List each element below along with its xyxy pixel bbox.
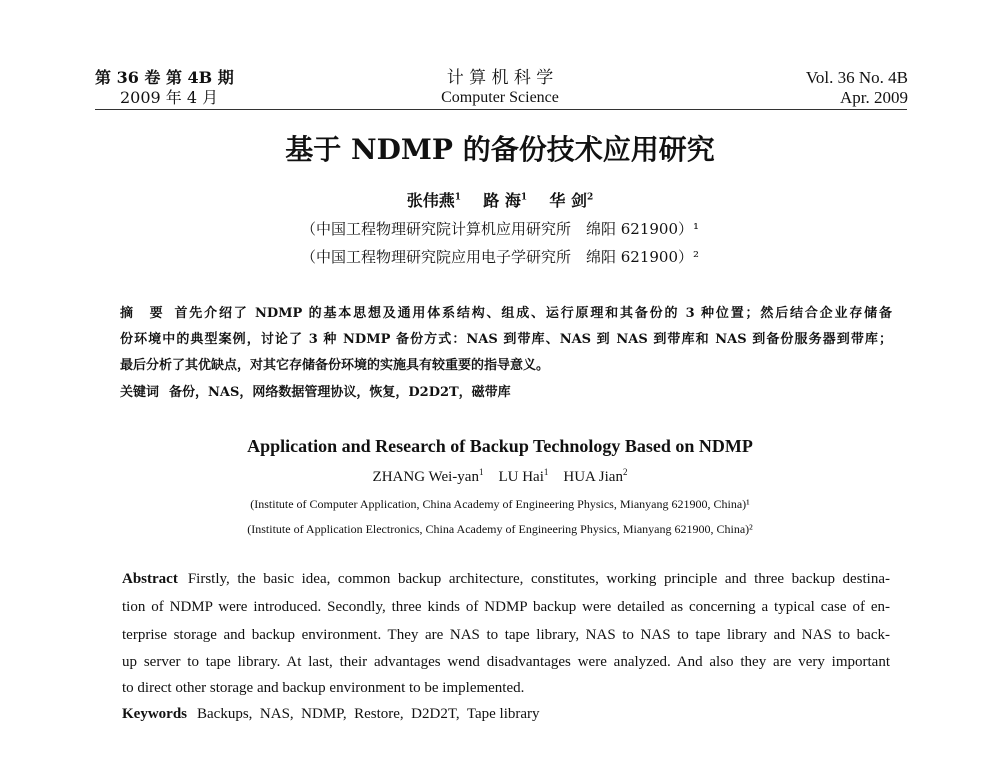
author-sup: 1: [543, 467, 549, 477]
abstract-en-line: terprise storage and backup environment. They are NAS to tape library, NAS to NAS to tape library and NAS to back-: [122, 627, 890, 643]
keywords-zh: [120, 381, 892, 400]
author: 张伟燕: [406, 191, 455, 210]
author: HUA Jian: [563, 469, 623, 485]
abstract-en-line: up server to tape library. At last, their advantages wend disadvantages were analyzed. And also they are very important: [122, 654, 890, 670]
title-en: Application and Research of Backup Technology Based on NDMP: [247, 436, 753, 456]
abstract-zh-text: 首先介绍了 NDMP 的基本思想及通用体系结构、组成、运行原理和其备份的 3 种位置；然后结合企业存储备: [174, 306, 892, 321]
author-sup: 1: [478, 467, 484, 477]
affiliation-zh: （中国工程物理研究院应用电子学研究所 绵阳 621900）²: [300, 248, 700, 266]
abstract-zh-line: [120, 302, 892, 321]
header-rule: [95, 109, 907, 110]
authors-en: [0, 467, 1000, 486]
abstract-en-label: Abstract: [122, 571, 178, 587]
abstract-en-line: [122, 571, 890, 588]
affiliation-en: (Institute of Application Electronics, China Academy of Engineering Physics, Mianyang 621900, China)²: [247, 522, 753, 536]
abstract-zh-label: 摘 要: [120, 306, 165, 321]
abstract-zh-line: 份环境中的典型案例，讨论了 3 种 NDMP 备份方式：NAS 到带库、NAS 到 NAS 到带库和 NAS 到备份服务器到带库；: [120, 332, 892, 347]
abstract-en-line: tion of NDMP were introduced. Secondly, three kinds of NDMP backup were detailed as concerning a typical case of en-: [122, 599, 890, 615]
author-sup: 1: [454, 192, 462, 203]
keywords-zh-text: 备份，NAS，网络数据管理协议，恢复，D2D2T，磁带库: [169, 385, 511, 400]
date-zh: 2009 年 4 月: [120, 88, 219, 107]
abstract-zh-line: 最后分析了其优缺点，对其它存储备份环境的实施具有较重要的指导意义。: [120, 358, 550, 373]
affiliation-en: (Institute of Computer Application, China Academy of Engineering Physics, Mianyang 621900, China)¹: [250, 497, 750, 511]
volume-zh: 第 36 卷 第 4B 期: [95, 68, 234, 87]
author-sup: 1: [520, 192, 528, 203]
keywords-zh-label: 关键词: [120, 385, 160, 400]
abstract-en-text: Firstly, the basic idea, common backup architecture, constitutes, working principle and three backup destina-: [187, 571, 890, 587]
affiliation-zh: （中国工程物理研究院计算机应用研究所 绵阳 621900）¹: [300, 220, 700, 238]
journal-en: Computer Science: [441, 89, 559, 106]
volume-en: Vol. 36 No. 4B: [805, 68, 908, 87]
author: LU Hai: [498, 469, 544, 485]
author-sup: 2: [587, 192, 594, 203]
keywords-en: [122, 706, 890, 723]
keywords-en-text: Backups, NAS, NDMP, Restore, D2D2T, Tape library: [197, 706, 540, 722]
date-en: Apr. 2009: [840, 88, 908, 107]
authors-zh: [0, 188, 1000, 211]
keywords-en-label: Keywords: [122, 706, 187, 722]
abstract-en-line: to direct other storage and backup environment to be implemented.: [122, 680, 525, 696]
author: ZHANG Wei-yan: [372, 469, 479, 485]
author-sup: 2: [622, 467, 628, 477]
journal-zh: 计 算 机 科 学: [446, 68, 554, 88]
title-zh: 基于 NDMP 的备份技术应用研究: [285, 133, 715, 166]
author: 华 剑: [549, 191, 587, 210]
author: 路 海: [483, 191, 521, 210]
